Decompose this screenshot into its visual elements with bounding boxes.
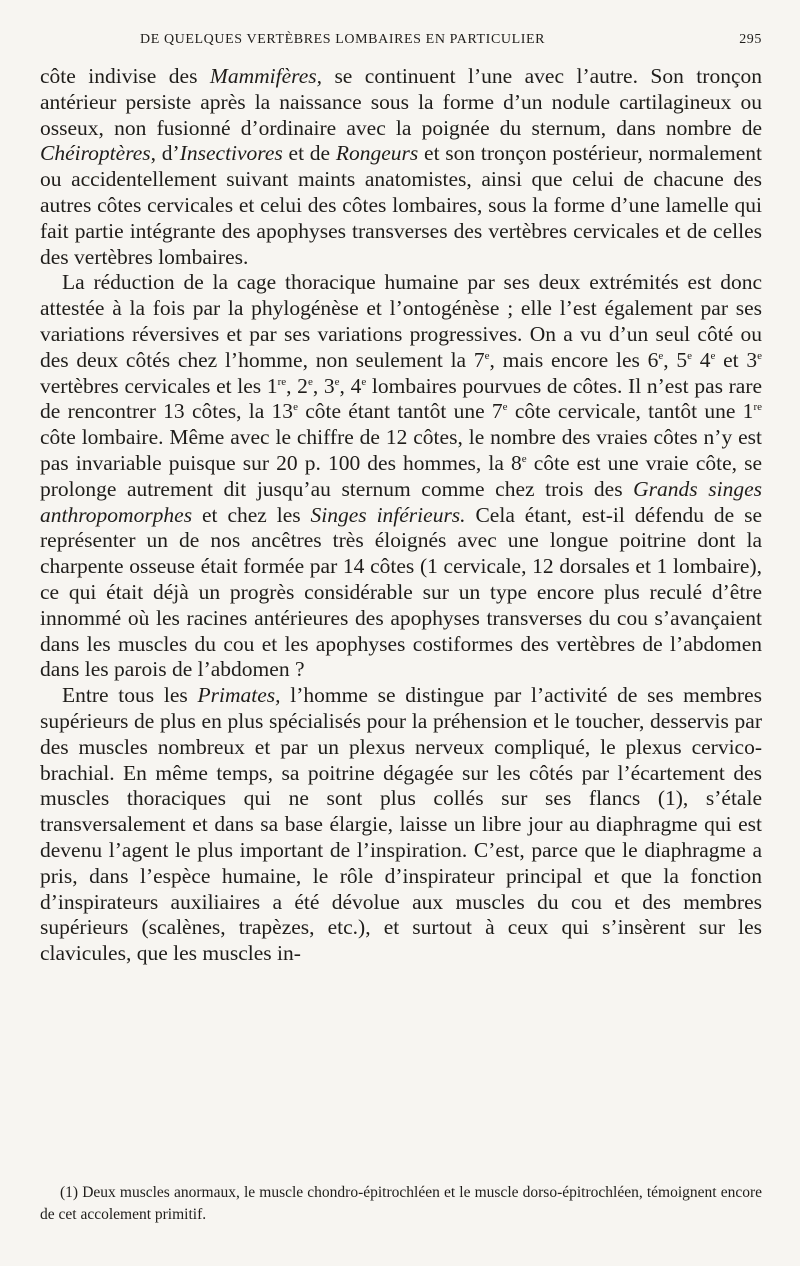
italic-term: Grands singes anthropomorphes — [40, 476, 762, 527]
italic-term: Insectivores — [179, 141, 283, 166]
paragraph-3 — [40, 683, 762, 967]
text-run: , d’ — [150, 141, 180, 166]
ordinal-sup: e — [361, 375, 367, 388]
page-number: 295 — [739, 32, 762, 47]
text-run: et de — [282, 141, 336, 166]
text-run: , 3 — [312, 373, 335, 398]
ordinal-sup: e — [334, 375, 340, 388]
ordinal-sup: re — [753, 401, 762, 414]
text-run: côte étant tantôt une 7 — [297, 399, 503, 424]
ordinal-sup: e — [658, 349, 664, 362]
italic-term: Mammifères, — [209, 64, 322, 88]
text-run: La réduction de la cage thoracique humaine par ses deux extrémités est donc attestée à la fois par la phylogénèse et l’ontogénèse ; elle l’est également par ses variations réversives et par ses variations progressives. On a vu d’un seul côté ou des deux côtés chez l’homme, non seulement la 7 — [40, 270, 762, 372]
body-text — [40, 64, 762, 967]
text-run: l’homme se distingue par l’activité de ses membres supérieurs de plus en plus spécialisés pour la préhension et le toucher, desservis par des muscles nombreux et par un plexus nerveux compliqué, le plexus cervico-brachial. En même temps, sa poitrine dégagée sur les côtés par l’écartement des muscles thoraciques qui ne sont plus collés sur ses flancs (1), s’étale transversalement et dans sa base élargie, laisse un libre jour au diaphragme qui est devenu l’agent le plus important de l’inspiration. C’est, parce que le diaphragme a pris, dans l’espèce humaine, le rôle d’inspirateur principal et que la fonction d’inspirateurs auxiliaires a été dévolue aux muscles du cou et des membres supérieurs (scalènes, trapèzes, etc.), et surtout à ceux qui s’insèrent sur les clavicules, que les muscles in- — [40, 683, 762, 966]
text-run: et chez les — [192, 502, 311, 527]
text-run: , 2 — [286, 373, 308, 398]
ordinal-sup: e — [484, 349, 490, 362]
ordinal-sup: e — [757, 349, 763, 362]
text-run: , 5 — [663, 347, 688, 372]
text-run: , 4 — [339, 373, 362, 398]
text-run: vertèbres cervicales et les 1 — [40, 373, 278, 398]
ordinal-sup: e — [307, 375, 313, 388]
text-run: côte indivise des — [40, 64, 210, 88]
italic-term: Chéiroptères — [40, 141, 151, 166]
text-run: Entre tous les — [62, 683, 198, 708]
text-run: et 3 — [715, 347, 758, 372]
text-run: et son tronçon postérieur, normalement ou accidentellement suivant maints anatomistes, ainsi que celui de chacune des autres côtes cervicales et celui des côtes lombaires, sous la forme d’une lamelle qui fait partie intégrante des apophyses transverses des vertèbres cervicales et de celles des vertèbres lombaires. — [40, 141, 762, 269]
text-run: , mais encore les 6 — [489, 347, 659, 372]
paragraph-1 — [40, 64, 762, 270]
ordinal-sup: re — [277, 375, 287, 388]
text-run: Cela étant, est-il défendu de se représenter un de nos ancêtres très éloignés avec une longue poitrine dont la charpente osseuse était formée par 14 côtes (1 cervicale, 12 dorsales et 1 lombaire), ce qui était déjà un progrès considérable sur un type encore plus reculé d’être innommé où les racines antérieures des apophyses transverses du cou s’avançaient dans les muscles du cou et les apophyses costiformes des vertèbres de l’abdomen dans les parois de l’abdomen ? — [40, 502, 763, 682]
footnote: (1) Deux muscles anormaux, le muscle chondro-épitrochléen et le muscle dorso-épitrochléen, témoignent encore de cet accolement primitif. — [40, 1184, 762, 1223]
text-run: côte est une vraie côte, se prolonge autrement dit jusqu’au sternum comme chez trois des — [40, 450, 762, 501]
text-run: côte lombaire. Même avec le chiffre de 12 côtes, le nombre des vraies côtes n’y est pas invariable puisque sur 20 p. 100 des hommes, la 8 — [40, 425, 762, 475]
ordinal-sup: e — [710, 349, 716, 362]
text-run: 4 — [692, 347, 711, 372]
italic-term: Primates, — [197, 683, 281, 708]
text-run: lombaires pourvues de côtes. Il n’est pas rare de rencontrer 13 côtes, la 13 — [40, 373, 763, 424]
ordinal-sup: e — [521, 452, 527, 465]
ordinal-sup: e — [502, 401, 508, 414]
ordinal-sup: e — [293, 401, 298, 414]
ordinal-sup: e — [687, 349, 692, 362]
text-run: se continuent l’une avec l’autre. Son tronçon antérieur persiste après la naissance sous la forme d’un nodule cartilagineux ou osseux, non fusionné d’ordinaire avec la poignée du sternum, dans nombre de — [40, 64, 762, 140]
italic-term: Rongeurs — [335, 141, 419, 166]
running-header — [40, 28, 768, 52]
text-run: côte cervicale, tantôt une 1 — [507, 399, 754, 424]
running-title: DE QUELQUES VERTÈBRES LOMBAIRES EN PARTICULIER — [140, 32, 546, 47]
italic-term: Singes inférieurs. — [310, 502, 466, 527]
paragraph-2 — [40, 270, 762, 683]
